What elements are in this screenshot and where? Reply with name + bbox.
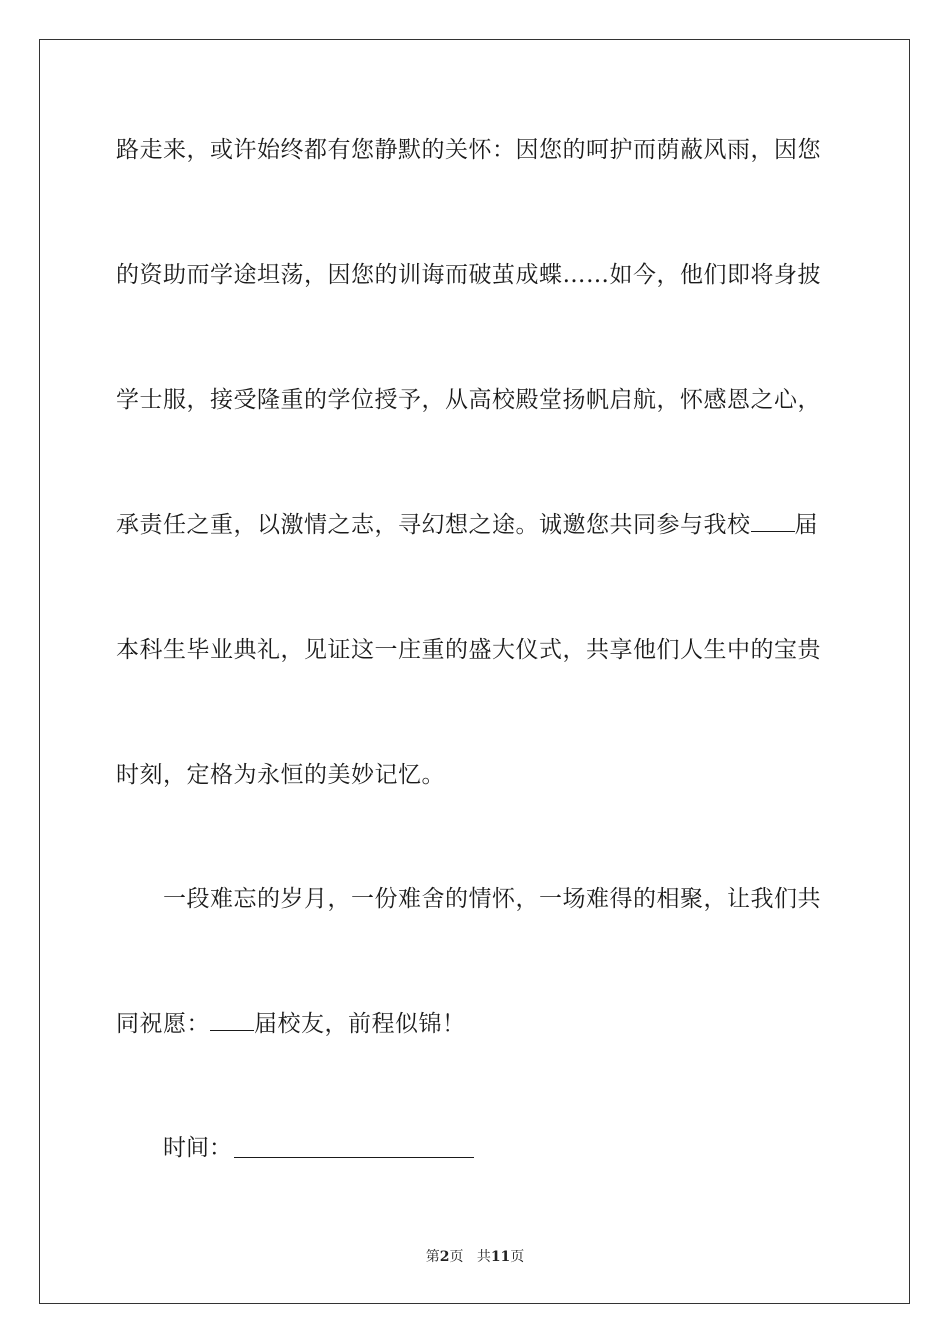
paragraph-line-5: 本科生毕业典礼，见证这一庄重的盛大仪式，共享他们人生中的宝贵 bbox=[116, 637, 821, 663]
fill-blank bbox=[210, 1010, 254, 1031]
line-4-text: 承责任之重，以激情之志，寻幻想之途。诚邀您共同参与我校 bbox=[116, 512, 751, 538]
paragraph-line-1: 路走来，或许始终都有您静默的关怀：因您的呵护而荫蔽风雨，因您 bbox=[116, 137, 821, 163]
page-suffix: 页 bbox=[449, 1249, 464, 1265]
fill-blank bbox=[751, 511, 795, 532]
time-fill-line bbox=[234, 1157, 474, 1158]
paragraph-line-3: 学士服，接受隆重的学位授予，从高校殿堂扬帆启航，怀感恩之心， bbox=[116, 387, 821, 413]
paragraph-line-2: 的资助而学途坦荡，因您的训诲而破茧成蝶……如今，他们即将身披 bbox=[116, 262, 821, 288]
paragraph-line-8 bbox=[116, 1009, 836, 1039]
page-prefix: 第 bbox=[425, 1249, 440, 1265]
page-border bbox=[39, 39, 910, 1304]
line-4-suffix: 届 bbox=[794, 512, 818, 538]
total-suffix: 页 bbox=[510, 1249, 525, 1265]
time-label: 时间： bbox=[163, 1135, 232, 1161]
line-8-suffix: 届校友，前程似锦！ bbox=[254, 1011, 466, 1037]
paragraph-line-4 bbox=[116, 510, 836, 540]
paragraph-line-6: 时刻，定格为永恒的美妙记忆。 bbox=[116, 762, 445, 788]
line-8-text: 同祝愿： bbox=[116, 1011, 210, 1037]
page-footer bbox=[0, 1248, 950, 1266]
page-total: 11 bbox=[490, 1249, 511, 1265]
paragraph-line-7: 一段难忘的岁月，一份难舍的情怀，一场难得的相聚，让我们共 bbox=[163, 886, 821, 912]
total-prefix: 共 bbox=[476, 1249, 491, 1265]
page-current: 2 bbox=[439, 1249, 450, 1265]
